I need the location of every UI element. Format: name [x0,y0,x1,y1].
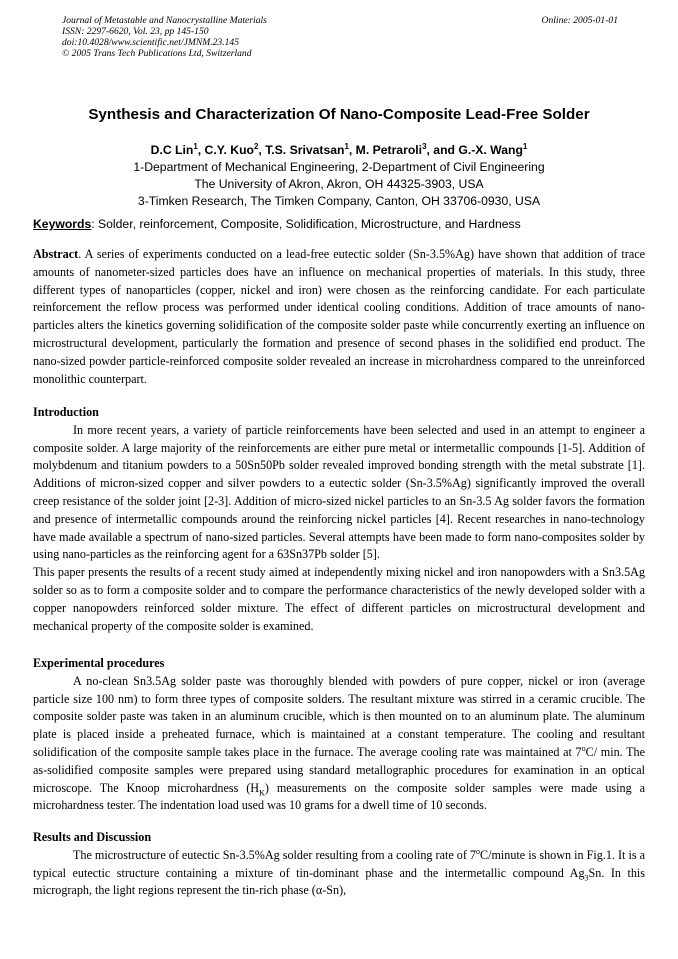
author-4: , M. Petraroli [348,143,423,157]
experimental-text-1: A no-clean Sn3.5Ag solder paste was thoroughly blended with powders of pure copper, nickel or iron (average particle size 100 nm) to form three types of composite solders. The resultant mixture was stirred in a ceramic crucible. The composite solder paste was taken in an aluminum crucible, which is then mounted on to an aluminum plate. The aluminum plate is placed inside a preheated furnace, which is maintained at a constant temperature. The cooling and resultant solidification of the composite sample takes place in the furnace. The average cooling rate was maintained at 7 [33,673,645,759]
abstract-text: . A series of experiments conducted on a lead-free eutectic solder (Sn-3.5%Ag) have shown that addition of trace amounts of nanometer-sized particles does have an influence on mechanical properties of materials. In this study, three different types of nanoparticles (copper, nickel and iron) were chosen as the reinforcing candidate. For each particulate reinforcement the reflow process was performed under identical cooling conditions. Addition of trace amounts of nano-particles alters the kinetics governing solidification of the composite solder paste while concurrently exerting an influence on microstructural development, particularly the formation and presence of second phases in the solidified end product. The nano-sized powder particle-reinforced composite solder revealed an increase in microhardness compared to the unreinforced monolithic counterpart. [33,247,645,386]
author-5: , and G.-X. Wang [426,143,523,157]
author-1: D.C Lin [150,143,194,157]
degree-symbol: o [581,743,586,753]
author-1-affil: 1 [193,141,198,151]
experimental-paragraph [33,673,645,815]
affiliation-1: 1-Department of Mechanical Engineering, 2-Department of Civil Engineering [133,160,545,174]
results-text-1: The microstructure of eutectic Sn-3.5%Ag solder resulting from a cooling rate of 7 [73,847,476,862]
issn: ISSN: 2297-6620, Vol. 23, pp 145-150 [62,26,209,37]
keywords [33,216,645,233]
introduction-paragraph-2: This paper presents the results of a recent study aimed at independently mixing nickel and iron nanopowders with a Sn3.5Ag solder so as to form a composite solder and to compare the performance characteristics of the newly developed solder with a copper nanopowders reinforced solder mixture. The effect of different particles on microstructural development and mechanical property of the composite solder is examined. [33,565,645,633]
paper-title: Synthesis and Characterization Of Nano-Composite Lead-Free Solder [88,106,590,123]
introduction-paragraph-1: In more recent years, a variety of particle reinforcements have been selected and used in an attempt to engineer a composite solder. A large majority of the reinforcements are either pure metal or intermetallic compounds [1-5]. Addition of molybdenum and titanium powders to a 50Sn50Pb solder revealed improved bonding strength with the metal substrate [1]. Additions of micron-sized copper and silver powders to a eutectic solder (Sn-3.5%Ag) significantly improved the overall creep resistance of the solder joint [2-3]. Addition of micro-sized nickel particles to an Sn-3.5 Ag solder favors the formation and presence of intermetallic compounds around the reinforcing nickel particles [4]. Recent researches in nano-technology have made available a spectrum of nano-sized particles. Several attempts have been made to form nano-composites solder by using nano-particles as the reinforcing agent for a 63Sn37Pb solder [5]. [33,422,645,562]
online-date: Online: 2005-01-01 [541,15,618,26]
author-3: , T.S. Srivatsan [258,143,345,157]
introduction-heading: Introduction [33,405,99,419]
keywords-text: : Solder, reinforcement, Composite, Solidification, Microstructure, and Hardness [91,217,521,231]
abstract-paragraph [33,246,645,388]
doi: doi:10.4028/www.scientific.net/JMNM.23.145 [62,37,240,48]
ag3-subscript: 3 [584,873,589,883]
abstract-label: Abstract [33,247,79,261]
results-paragraph [33,847,645,900]
author-2: , C.Y. Kuo [197,143,254,157]
author-5-affil: 1 [522,141,528,151]
hardness-subscript: K [259,788,265,797]
experimental-heading: Experimental procedures [33,656,165,670]
introduction-section [33,404,645,635]
results-degree-symbol: o [476,846,480,856]
keywords-label: Keywords [33,217,92,231]
results-text-2: C/minute is shown in Fig.1. It is a typical eutectic structure containing a mixture of tin-dominant phase and the intermetallic compound Ag [33,847,645,880]
results-text-3: Sn. In this micrograph, the light regions represent the tin-rich phase (α-Sn), [33,865,645,898]
journal-name: Journal of Metastable and Nanocrystalline Materials [62,15,267,26]
abstract-section [33,246,645,388]
author-names [151,143,528,157]
authors-block [60,142,618,210]
results-section [33,829,645,900]
copyright: © 2005 Trans Tech Publications Ltd, Switzerland [62,48,252,59]
author-4-affil: 3 [422,141,427,151]
journal-header [62,15,618,59]
results-heading: Results and Discussion [33,830,152,844]
affiliation-3: 3-Timken Research, The Timken Company, Canton, OH 33706-0930, USA [137,194,541,208]
experimental-text-2: C/ min. The as-solidified composite samples were prepared using standard metallographic procedures for examination in an optical microscope. The Knoop microhardness (H [33,744,645,795]
experimental-text-3: ) measurements on the composite solder samples were made using a microhardness tester. The indentation load used was 10 grams for a dwell time of 10 seconds. [33,780,645,813]
affiliation-2: The University of Akron, Akron, OH 44325-3903, USA [194,177,484,191]
author-2-affil: 2 [253,141,259,151]
author-3-affil: 1 [344,141,349,151]
experimental-section [33,655,645,815]
